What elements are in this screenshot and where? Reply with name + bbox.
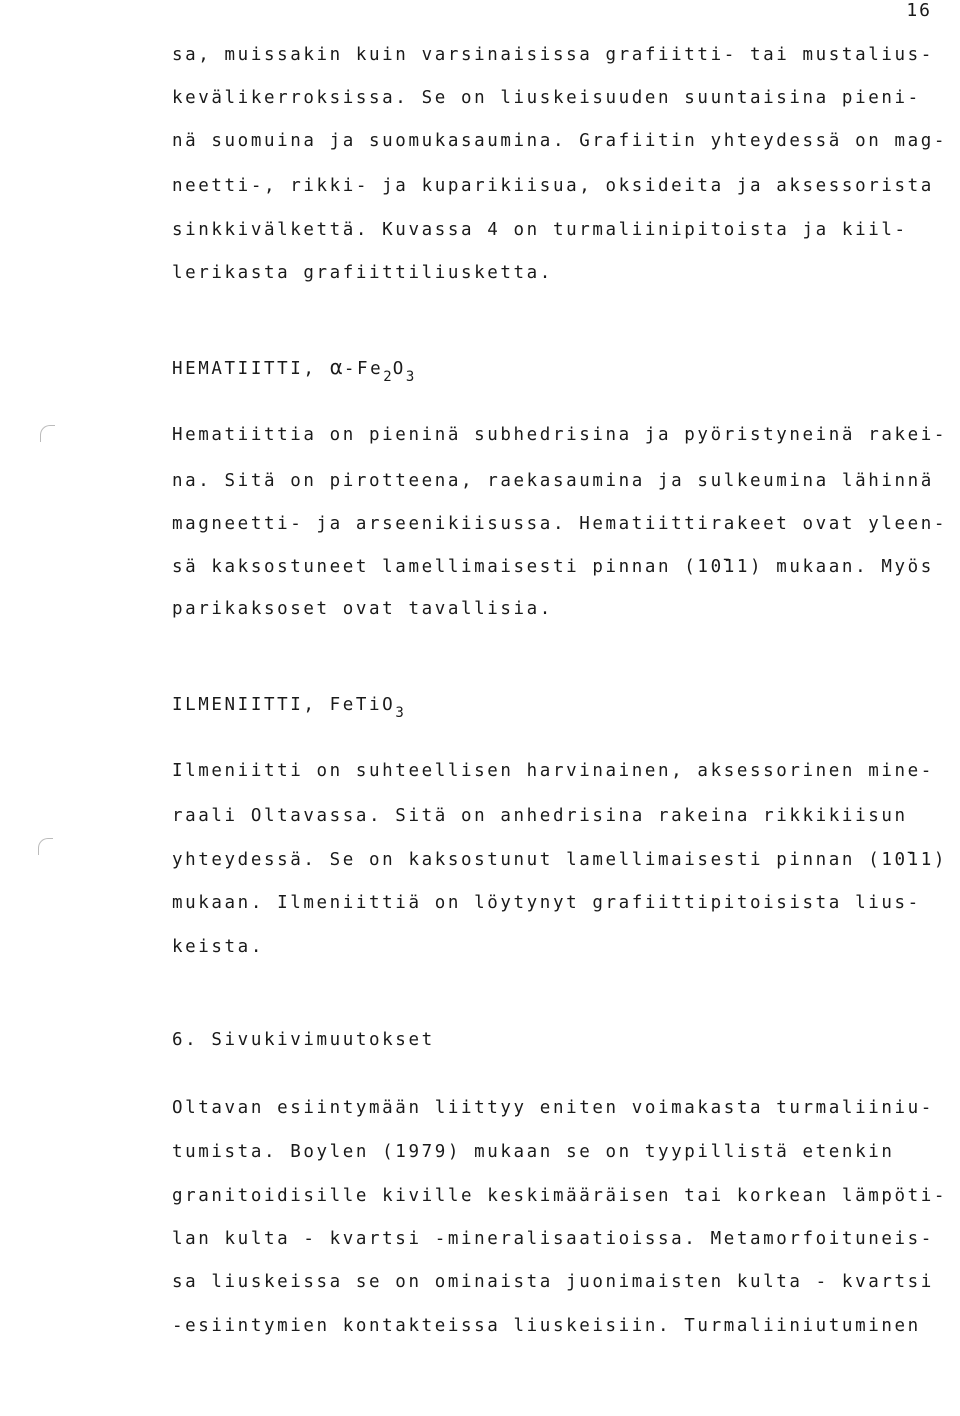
intro-line-3: nä suomuina ja suomukasaumina. Grafiitin yhteydessä on mag- [172, 131, 948, 151]
hematite-line-2: na. Sitä on pirotteena, raekasaumina ja sulkeumina lähinnä [172, 471, 934, 491]
margin-mark [38, 838, 53, 855]
section6-line-6: -esiintymien kontakteissa liuskeisiin. Turmaliiniutuminen [172, 1316, 921, 1336]
hematite-line-3: magneetti- ja arseenikiisussa. Hematiittirakeet ovat yleen- [172, 514, 948, 534]
page-number: 16 [906, 0, 932, 21]
ilmenite-formula-sub-3: 3 [395, 705, 405, 721]
ilmenite-line-5: keista. [172, 937, 264, 957]
ilmenite-heading-name: ILMENIITTI, [172, 695, 317, 715]
intro-line-5: sinkkivälkettä. Kuvassa 4 on turmaliinipitoista ja kiil- [172, 220, 908, 240]
ilmenite-line-3: yhteydessä. Se on kaksostunut lamellimaisesti pinnan (10̄11) [172, 850, 948, 870]
section6-line-5: sa liuskeissa se on ominaista juonimaisten kulta - kvartsi [172, 1272, 934, 1292]
alpha-symbol: α [329, 355, 344, 379]
section6-line-4: lan kulta - kvartsi -mineralisaatioissa. Metamorfoituneis- [172, 1229, 934, 1249]
hematite-formula-sub-2: 2 [383, 369, 393, 385]
ilmenite-line-4: mukaan. Ilmeniittiä on löytynyt grafiittipitoisista lius- [172, 893, 921, 913]
intro-line-6: lerikasta grafiittiliusketta. [172, 263, 553, 283]
hematite-formula-o: O [392, 359, 406, 379]
intro-line-2: kevälikerroksissa. Se on liuskeisuuden suuntaisina pieni- [172, 88, 921, 108]
ilmenite-formula: FeTiO [329, 695, 396, 715]
ilmenite-line-2: raali Oltavassa. Sitä on anhedrisina rakeina rikkikiisun [172, 806, 908, 826]
hematite-line-1: Hematiittia on pieninä subhedrisina ja pyöristyneinä rakei- [172, 425, 948, 445]
margin-mark [40, 425, 55, 442]
hematite-heading-name: HEMATIITTI, [172, 359, 317, 379]
hematite-formula-fe: -Fe [343, 359, 384, 379]
ilmenite-line-1: Ilmeniitti on suhteellisen harvinainen, aksessorinen mine- [172, 761, 934, 781]
intro-line-1: sa, muissakin kuin varsinaisissa grafiitti- tai mustalius- [172, 45, 934, 65]
section6-line-3: granitoidisille kiville keskimääräisen tai korkean lämpöti- [172, 1186, 948, 1206]
hematite-formula-sub-3: 3 [405, 369, 416, 385]
hematite-line-5: parikaksoset ovat tavallisia. [172, 599, 553, 619]
hematite-heading [172, 355, 416, 385]
intro-line-4: neetti-, rikki- ja kuparikiisua, oksideita ja aksessorista [172, 176, 934, 196]
ilmenite-heading [172, 694, 405, 721]
section6-line-1: Oltavan esiintymään liittyy eniten voimakasta turmaliiniu- [172, 1098, 934, 1118]
hematite-line-4: sä kaksostuneet lamellimaisesti pinnan (10̄11) mukaan. Myös [172, 557, 934, 577]
section-6-heading: 6. Sivukivimuutokset [172, 1030, 435, 1050]
section6-line-2: tumista. Boylen (1979) mukaan se on tyypillistä etenkin [172, 1142, 895, 1162]
